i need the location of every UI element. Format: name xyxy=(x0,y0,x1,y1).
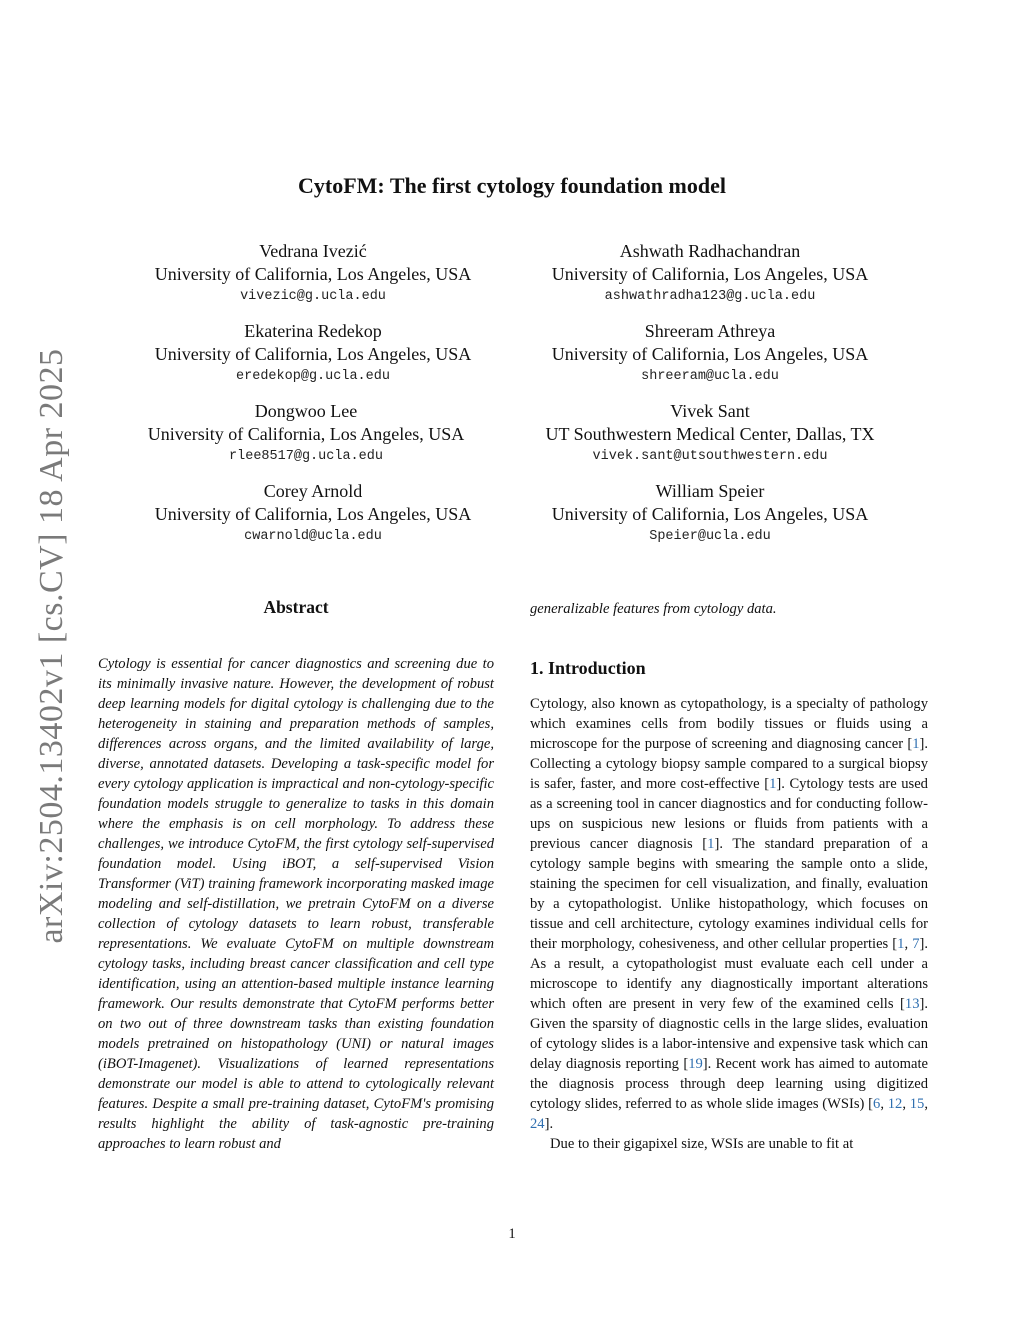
author-affiliation: UT Southwestern Medical Center, Dallas, TX xyxy=(545,424,875,444)
author-card xyxy=(510,320,910,388)
introduction-body xyxy=(530,694,928,1154)
author-name: Corey Arnold xyxy=(263,481,363,501)
author-email[interactable]: cwarnold@ucla.edu xyxy=(244,529,382,544)
citation-link[interactable]: 19 xyxy=(688,1056,703,1072)
author-card xyxy=(113,480,513,548)
author-name: William Speier xyxy=(655,481,765,501)
citation-link[interactable]: 24 xyxy=(530,1116,545,1132)
citation-link[interactable]: 13 xyxy=(904,996,920,1012)
author-card xyxy=(113,240,513,308)
author-name: Vedrana Ivezić xyxy=(259,241,367,261)
citation-link[interactable]: 7 xyxy=(912,936,920,952)
abstract-text: Cytology is essential for cancer diagnostics and screening due to its minimally invasive nature. However, the development of robust deep learning models for digital cytology is challenging due to the heterogeneity in staining and preparation methods of samples, differences across organs, and the limited availability of large, diverse, annotated datasets. Developing a task-specific model for every cytology application is impractical and non-cytology-specific foundation models struggle to generalize to tasks in this domain where the emphasis is on cell morphology. To address these challenges, we introduce CytoFM, the first cytology self-supervised foundation model. Using iBOT, a self-supervised Vision Transformer (ViT) training framework incorporating masked image modeling and self-distillation, we pretrain CytoFM on a diverse collection of cytology datasets to learn robust, transferable representations. We evaluate CytoFM on multiple downstream cytology tasks, including breast cancer classification and cell type identification, using an attention-based multiple instance learning framework. Our results demonstrate that CytoFM performs better on two out of three downstream tasks than existing foundation models pretrained on histopathology (UNI) or natural images (iBOT-Imagenet). Visualizations of learned representations demonstrate our model is able to attend to cytologically relevant features. Despite a small pre-training dataset, CytoFM's promising results highlight the ability of task-agnostic pre-training approaches to learn robust and xyxy=(98,656,494,1152)
author-name: Ashwath Radhachandran xyxy=(619,241,801,261)
author-card xyxy=(510,480,910,548)
author-affiliation: University of California, Los Angeles, USA xyxy=(551,504,869,524)
section-heading-introduction: 1. Introduction xyxy=(530,658,646,678)
author-affiliation: University of California, Los Angeles, USA xyxy=(147,424,465,444)
citation-link[interactable]: 1 xyxy=(912,736,920,752)
citation-link[interactable]: 1 xyxy=(897,936,905,952)
citation-link[interactable]: 12 xyxy=(887,1096,903,1112)
author-card xyxy=(113,320,513,388)
abstract-heading: Abstract xyxy=(263,597,329,617)
paragraph: Due to their gigapixel size, WSIs are unable to fit at xyxy=(550,1136,854,1152)
author-affiliation: University of California, Los Angeles, USA xyxy=(551,344,869,364)
page-number: 1 xyxy=(508,1226,516,1242)
author-card xyxy=(510,240,910,308)
author-affiliation: University of California, Los Angeles, USA xyxy=(154,344,472,364)
author-card xyxy=(106,400,506,468)
author-name: Dongwoo Lee xyxy=(254,401,358,421)
arxiv-stamp: arXiv:2504.13402v1 [cs.CV] 18 Apr 2025 xyxy=(33,348,70,944)
author-name: Ekaterina Redekop xyxy=(244,321,382,341)
author-affiliation: University of California, Los Angeles, USA xyxy=(154,504,472,524)
author-email[interactable]: ashwathradha123@g.ucla.edu xyxy=(604,289,816,304)
author-email[interactable]: eredekop@g.ucla.edu xyxy=(236,369,390,384)
paper-title: CytoFM: The first cytology foundation model xyxy=(298,173,726,198)
author-card xyxy=(510,400,910,468)
author-email[interactable]: Speier@ucla.edu xyxy=(649,529,771,544)
abstract-continuation: generalizable features from cytology data. xyxy=(530,601,777,617)
paragraph: Cytology, also known as cytopathology, is a specialty of pathology which examines cells from bodily tissues or fluids using a microscope for the purpose of screening and diagnosing cancer [1]. Collecting a cytology biopsy sample compared to a surgical biopsy is safer, faster, and more cost-effective [1]. Cytology tests are used as a screening tool in cancer diagnostics and for conducting follow-ups on suspicious new lesions or fluids from patients with a previous cancer diagnosis [1]. The standard preparation of a cytology sample begins with smearing the sample onto a slide, staining the specimen for cell visualization, and finally, evaluation by a cytopathologist. Unlike histopathology, which focuses on tissue and cell architecture, cytology examines individual cells for their morphology, cohesiveness, and other cellular properties [1, 7]. As a result, a cytopathologist must evaluate each cell under a microscope to identify any diagnostically important alterations which often are present in very few of the examined cells [13]. Given the sparsity of diagnostic cells in the large slides, evaluation of cytology slides is a labor-intensive and expensive task which can delay diagnosis reporting [19]. Recent work has aimed to automate the diagnosis process through deep learning using digitized cytology slides, referred to as whole slide images (WSIs) [6, 12, 15, 24]. xyxy=(530,696,929,1132)
citation-link[interactable]: 15 xyxy=(909,1096,925,1112)
citation-link[interactable]: 1 xyxy=(769,776,777,792)
author-affiliation: University of California, Los Angeles, USA xyxy=(551,264,869,284)
citation-link[interactable]: 6 xyxy=(873,1096,881,1112)
author-email[interactable]: rlee8517@g.ucla.edu xyxy=(229,449,383,464)
author-email[interactable]: vivek.sant@utsouthwestern.edu xyxy=(592,449,828,464)
author-email[interactable]: vivezic@g.ucla.edu xyxy=(240,289,386,304)
author-affiliation: University of California, Los Angeles, USA xyxy=(154,264,472,284)
citation-link[interactable]: 1 xyxy=(707,836,715,852)
author-name: Vivek Sant xyxy=(670,401,750,421)
author-email[interactable]: shreeram@ucla.edu xyxy=(641,369,779,384)
author-name: Shreeram Athreya xyxy=(644,321,776,341)
